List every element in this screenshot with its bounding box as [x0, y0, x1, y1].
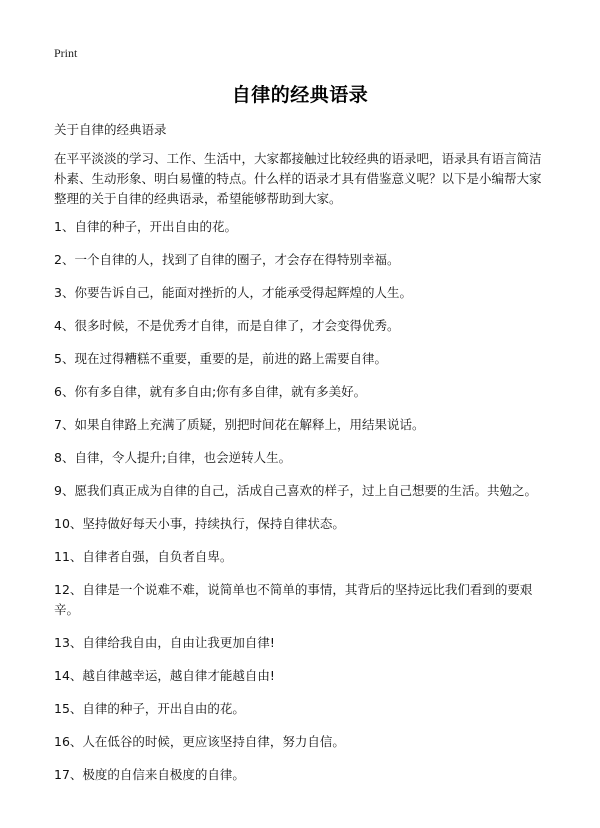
quote-item: 7、如果自律路上充满了质疑，别把时间花在解释上，用结果说话。 — [54, 417, 425, 432]
quote-item: 4、很多时候，不是优秀才自律，而是自律了，才会变得优秀。 — [54, 318, 400, 333]
quote-item: 15、自律的种子，开出自由的花。 — [54, 701, 245, 716]
quote-item: 16、人在低谷的时候，更应该坚持自律，努力自信。 — [54, 734, 345, 749]
quote-item: 17、极度的自信来自极度的自律。 — [54, 767, 245, 782]
page-subtitle: 关于自律的经典语录 — [54, 122, 167, 137]
quote-item: 9、愿我们真正成为自律的自己，活成自己喜欢的样子，过上自己想要的生活。共勉之。 — [54, 483, 537, 498]
quote-item: 8、自律，令人提升;自律，也会逆转人生。 — [54, 450, 292, 465]
quote-item: 1、自律的种子，开出自由的花。 — [54, 219, 237, 234]
print-link[interactable]: Print — [54, 46, 78, 60]
quote-item: 11、自律者自强，自负者自卑。 — [54, 549, 233, 564]
quote-item: 2、一个自律的人，找到了自律的圈子，才会存在得特别幸福。 — [54, 252, 400, 267]
quote-item: 10、坚持做好每天小事，持续执行，保持自律状态。 — [54, 516, 345, 531]
quote-item: 3、你要告诉自己，能面对挫折的人，才能承受得起辉煌的人生。 — [54, 285, 412, 300]
quote-item: 12、自律是一个说难不难，说简单也不简单的事情，其背后的坚持远比我们看到的要艰辛。 — [54, 582, 533, 617]
quote-item: 6、你有多自律，就有多自由;你有多自律，就有多美好。 — [54, 384, 367, 399]
quote-item: 5、现在过得糟糕不重要，重要的是，前进的路上需要自律。 — [54, 351, 387, 366]
quote-item: 13、自律给我自由，自由让我更加自律! — [54, 635, 275, 650]
page-title: 自律的经典语录 — [231, 84, 369, 106]
quote-item: 14、越自律越幸运，越自律才能越自由! — [54, 668, 275, 683]
quote-list — [54, 217, 548, 798]
intro-paragraph: 在平平淡淡的学习、工作、生活中，大家都接触过比较经典的语录吧，语录具有语言简洁朴素、生动形象、明白易懂的特点。什么样的语录才具有借鉴意义呢？以下是小编帮大家整理的关于自律的经典语录，希望能够帮助到大家。 — [54, 151, 542, 206]
